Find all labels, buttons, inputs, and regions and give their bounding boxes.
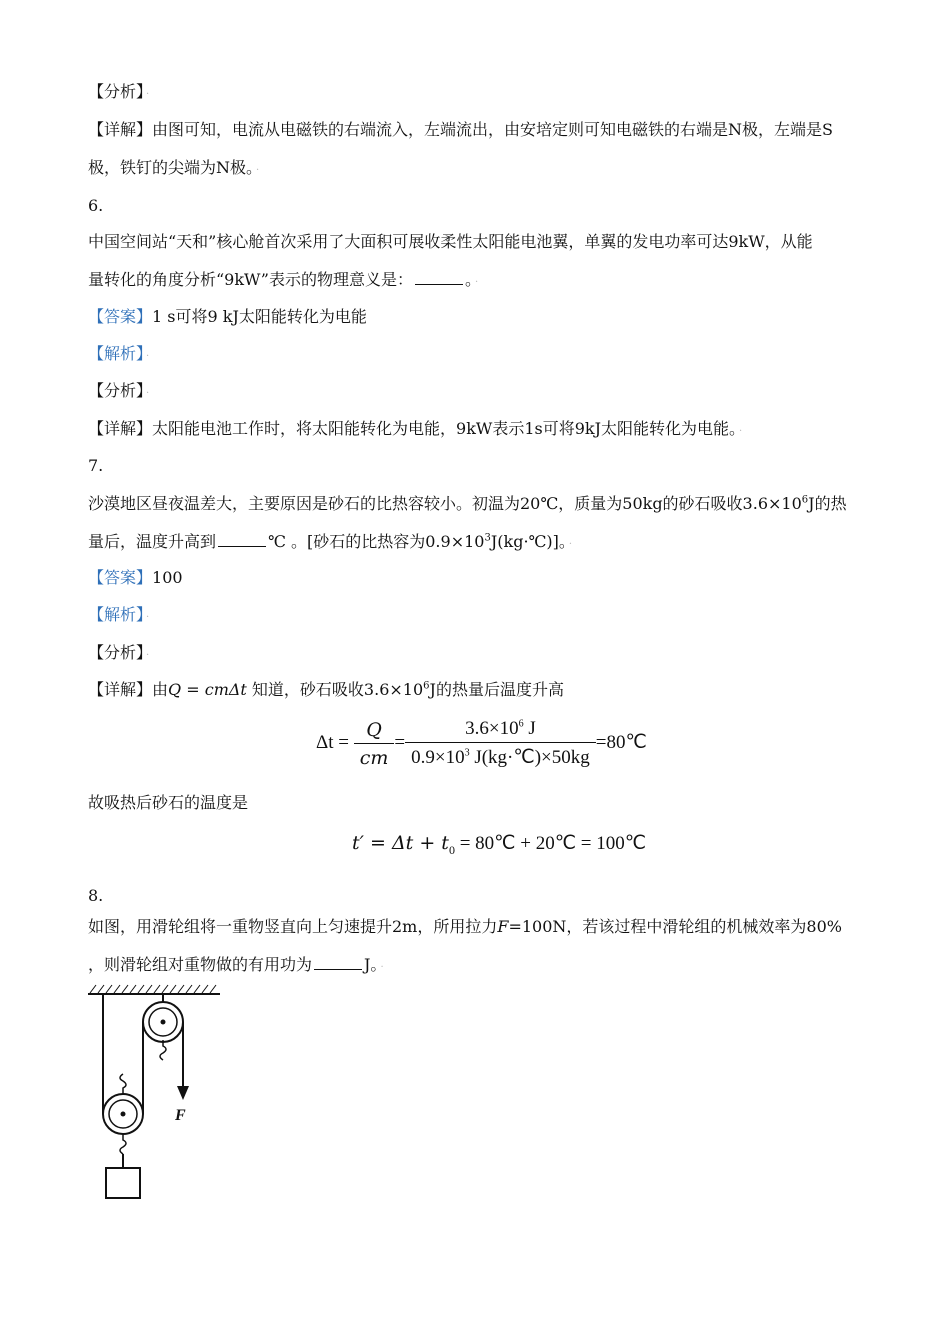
q6-stem-line-1: 中国空间站“天和”核心舱首次采用了大面积可展收柔性太阳能电池翼，单翼的发电功率可达9kW，从能 [88, 232, 813, 251]
q7-stem-line-1: 沙漠地区昼夜温差大，主要原因是砂石的比热容较小。初温为20℃，质量为50kg的砂石吸收$3.6\times 10^6J$的热 [88, 494, 847, 513]
q7-analysis-tag: 【分析】 · [88, 643, 150, 662]
answer-blank [218, 532, 266, 547]
q6-stem-line-2: 量转化的角度分析“9kW”表示的物理意义是： 。 · [88, 270, 479, 289]
q6-answer: 【答案】1 s可将9 kJ太阳能转化为电能 [88, 307, 367, 326]
hook-icon [160, 1040, 166, 1060]
weight-block [106, 1168, 140, 1198]
q7-answer: 【答案】100 [88, 568, 183, 587]
fraction-numeric: $\frac{3.6\times 10^6 J}{0.9\times 10^3 J(kg\cdot℃)\times 50kg}$ [405, 718, 596, 769]
q6-jiexi-tag: 【解析】 · [88, 344, 150, 363]
answer-blank [415, 270, 463, 285]
equation-final-temperature: $t' = \Delta t + t_0$ = 80℃ + 20℃ = 100℃ [352, 832, 647, 857]
equation-delta-t: Δt = $\frac{Q}{cm}$ = $\frac{3.6\times 10^6 J}{0.9\times 10^3 J(kg\cdot℃)\times 50kg}$ =80℃ [316, 718, 647, 769]
q6-analysis-tag: 【分析】 · [88, 381, 150, 400]
ceiling [88, 985, 220, 994]
q6-detail: 【详解】太阳能电池工作时，将太阳能转化为电能，9kW表示1s可将9kJ太阳能转化为电能。 · [88, 419, 743, 438]
q7-after-text: 故吸热后砂石的温度是 [88, 793, 249, 812]
answer-blank [314, 955, 362, 970]
q5-detail-line-2: 极，铁钉的尖端为N极。 · [88, 158, 260, 177]
q8-stem-line-2: ，则滑轮组对重物做的有用功为 J。 · [88, 955, 384, 974]
q7-jiexi-tag: 【解析】 · [88, 605, 150, 624]
pulley-system-figure [86, 982, 226, 1204]
q6-number: 6. [88, 196, 104, 215]
q7-stem-line-2: 量后，温度升高到 ℃ 。[砂石的比热容为$0.9\times 10^3J(kg\cdot℃)$]。 · [88, 532, 573, 551]
q8-stem-line-1: 如图，用滑轮组将一重物竖直向上匀速提升2m，所用拉力F=100N，若该过程中滑轮组的机械效率为80% [88, 917, 842, 936]
q7-detail: 【详解】由Q = cmΔt 知道，砂石吸收$3.6\times 10^6J$的热量后温度升高 [88, 680, 564, 699]
arrow-down-icon [177, 1086, 189, 1100]
hook-icon [120, 1074, 126, 1094]
hook-icon [120, 1134, 126, 1154]
q5-detail-line-1: 【详解】由图可知，电流从电磁铁的右端流入，左端流出，由安培定则可知电磁铁的右端是N极，左端是S [88, 120, 833, 139]
q5-analysis-tag: 【分析】 · [88, 82, 150, 101]
force-label: F [175, 1107, 186, 1124]
q7-number: 7. [88, 456, 104, 475]
q8-number: 8. [88, 886, 104, 905]
fraction-q-over-cm: $\frac{Q}{cm}$ [354, 719, 395, 769]
